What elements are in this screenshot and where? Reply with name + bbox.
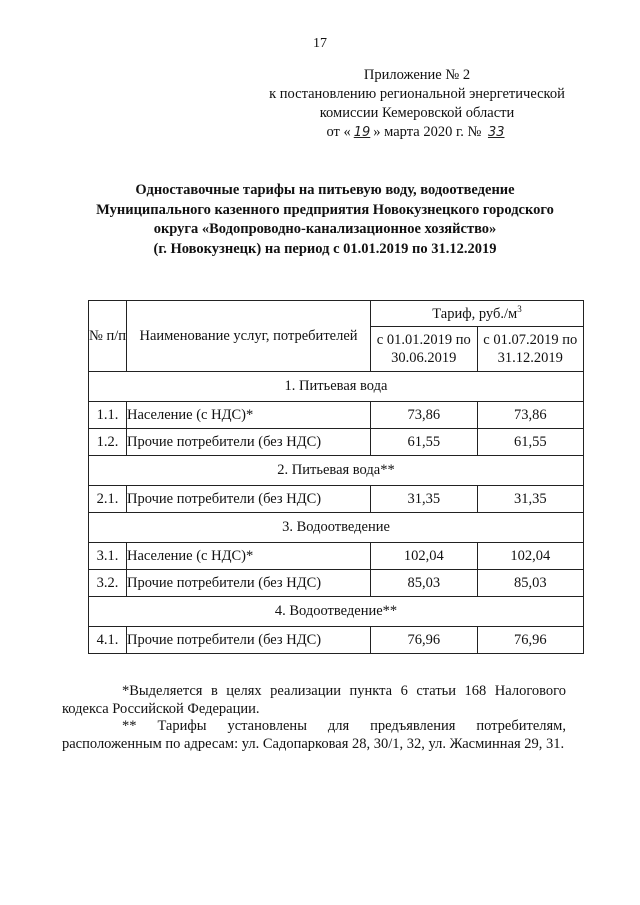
appendix-title: Приложение № 2 xyxy=(363,67,471,83)
row-tariff-period-2: 31,35 xyxy=(477,486,584,513)
section-row xyxy=(89,456,584,486)
section-title: 3. Водоотведение xyxy=(89,513,584,543)
table-row xyxy=(89,543,584,570)
section-title: 2. Питьевая вода** xyxy=(89,456,584,486)
tariff-table xyxy=(88,300,584,654)
title-line-1: Одноставочные тарифы на питьевую воду, водоотведение xyxy=(135,182,515,198)
header-period-2: с 01.07.2019 по 31.12.2019 xyxy=(477,327,584,372)
appendix-reference: к постановлению региональной энергетической xyxy=(269,86,565,102)
row-tariff-period-1: 102,04 xyxy=(371,543,478,570)
section-row xyxy=(89,597,584,627)
table-row xyxy=(89,627,584,654)
header-tariff-label: Тариф, руб./м xyxy=(432,305,518,322)
handwritten-doc-number: 33 xyxy=(487,125,505,140)
appendix-header xyxy=(262,66,572,142)
section-title: 4. Водоотведение** xyxy=(89,597,584,627)
row-tariff-period-1: 85,03 xyxy=(371,570,478,597)
header-service-name: Наименование услуг, потребителей xyxy=(127,301,371,372)
header-tariff xyxy=(371,301,584,327)
table-row xyxy=(89,570,584,597)
table-row xyxy=(89,402,584,429)
page-number: 17 xyxy=(313,36,327,51)
header-num: № п/п xyxy=(89,301,127,372)
row-tariff-period-1: 31,35 xyxy=(371,486,478,513)
section-title: 1. Питьевая вода xyxy=(89,372,584,402)
table-row xyxy=(89,486,584,513)
handwritten-day: 19 xyxy=(353,125,371,140)
row-tariff-period-2: 61,55 xyxy=(477,429,584,456)
row-num: 2.1. xyxy=(89,486,127,513)
row-name: Прочие потребители (без НДС) xyxy=(127,570,371,597)
row-name: Прочие потребители (без НДС) xyxy=(127,486,371,513)
table-row xyxy=(89,429,584,456)
date-month-year: » марта 2020 г. № xyxy=(373,124,482,140)
row-tariff-period-2: 76,96 xyxy=(477,627,584,654)
row-name: Прочие потребители (без НДС) xyxy=(127,627,371,654)
row-name: Население (с НДС)* xyxy=(127,543,371,570)
section-row xyxy=(89,513,584,543)
title-line-3: округа «Водопроводно-канализационное хозяйство» xyxy=(153,221,497,237)
row-tariff-period-2: 102,04 xyxy=(477,543,584,570)
row-tariff-period-1: 76,96 xyxy=(371,627,478,654)
title-line-4: (г. Новокузнецк) на период с 01.01.2019 по 31.12.2019 xyxy=(153,240,497,257)
row-name: Прочие потребители (без НДС) xyxy=(127,429,371,456)
footnote-vat: *Выделяется в целях реализации пункта 6 статьи 168 Налогового кодекса Российской Федерации. xyxy=(62,683,566,717)
section-row xyxy=(89,372,584,402)
row-tariff-period-1: 73,86 xyxy=(371,402,478,429)
footnotes xyxy=(62,683,566,753)
row-name: Население (с НДС)* xyxy=(127,402,371,429)
appendix-date-line xyxy=(262,123,572,142)
row-tariff-period-2: 85,03 xyxy=(477,570,584,597)
row-num: 1.1. xyxy=(89,402,127,429)
row-num: 3.2. xyxy=(89,570,127,597)
header-period-1: с 01.01.2019 по 30.06.2019 xyxy=(371,327,478,372)
header-tariff-unit-exponent: 3 xyxy=(517,304,522,315)
title-line-2: Муниципального казенного предприятия Новокузнецкого городского xyxy=(96,201,554,218)
document-title xyxy=(80,181,570,259)
row-tariff-period-1: 61,55 xyxy=(371,429,478,456)
footnote-addresses: ** Тарифы установлены для предъявления потребителям, расположенным по адресам: ул. Садопарковая 28, 30/1, 32, ул. Жасминная 29, 31. xyxy=(62,718,566,752)
row-num: 3.1. xyxy=(89,543,127,570)
row-num: 4.1. xyxy=(89,627,127,654)
date-prefix: от « xyxy=(326,124,351,140)
row-tariff-period-2: 73,86 xyxy=(477,402,584,429)
row-num: 1.2. xyxy=(89,429,127,456)
appendix-authority: комиссии Кемеровской области xyxy=(319,105,515,121)
